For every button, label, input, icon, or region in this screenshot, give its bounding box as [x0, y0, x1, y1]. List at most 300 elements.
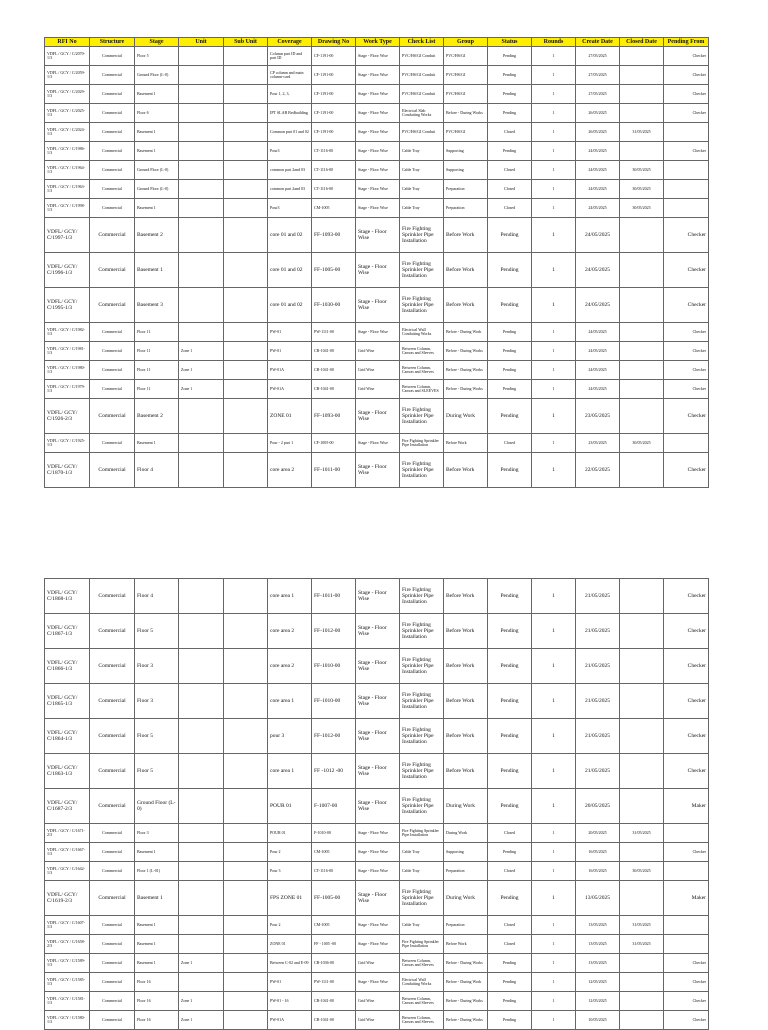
- table-cell: Stage - Floor Wise: [356, 434, 400, 453]
- table-cell: [620, 649, 664, 684]
- table-cell: [664, 916, 709, 935]
- table-cell: Grid Wise: [356, 342, 400, 361]
- table-cell: 1: [532, 1011, 576, 1030]
- table-cell: Checker: [664, 453, 709, 488]
- table-cell: [224, 342, 268, 361]
- table-cell: VDFL/ GCY/ C/1865-1/3: [45, 684, 90, 719]
- table-cell: Maker: [664, 881, 709, 916]
- table-cell: Before Work: [444, 614, 488, 649]
- table-cell: Pending: [488, 253, 532, 288]
- table-cell: Pending: [488, 843, 532, 862]
- table-cell: Pending: [488, 579, 532, 614]
- table-cell: Stage - Floor Wise: [356, 180, 400, 199]
- table-cell: FF-1012-00: [312, 719, 356, 754]
- table-cell: Floor 5: [135, 47, 179, 66]
- table-cell: Before - During Works: [444, 1011, 488, 1030]
- table-cell: [224, 123, 268, 142]
- table-cell: Commercial: [90, 916, 135, 935]
- table-cell: Stage - Floor Wise: [356, 843, 400, 862]
- table-cell: 24/05/2025: [576, 161, 620, 180]
- table-cell: Commercial: [90, 85, 135, 104]
- table-cell: [620, 881, 664, 916]
- table-cell: Cable Tray: [400, 199, 444, 218]
- table-cell: VDFL/ GCY/ C/1687-2/3: [45, 789, 90, 824]
- table-cell: VDFL / GCY / C/1998-1/3: [45, 199, 90, 218]
- table-cell: 1: [532, 47, 576, 66]
- table-cell: Floor 3: [135, 649, 179, 684]
- table-cell: Stage - Floor Wise: [356, 916, 400, 935]
- table-cell: Grid Wise: [356, 992, 400, 1011]
- table-cell: Preparation: [444, 199, 488, 218]
- table-cell: 1: [532, 199, 576, 218]
- table-cell: Checker: [664, 1011, 709, 1030]
- table-row: [45, 935, 709, 954]
- table-cell: VDFL/ GCY/ C/1868-1/3: [45, 579, 90, 614]
- table-cell: 1: [532, 104, 576, 123]
- table-cell: Pour3: [268, 199, 312, 218]
- table-row: [45, 104, 709, 123]
- table-cell: Fire Fighting Sprinkler Pipe Installation: [400, 824, 444, 843]
- table-cell: 13/05/2025: [576, 881, 620, 916]
- table-cell: Commercial: [90, 180, 135, 199]
- table-cell: IPT SLAB Bedbuilding: [268, 104, 312, 123]
- table-cell: Commercial: [90, 380, 135, 399]
- table-cell: Fire Fighting Sprinkler Pipe Installation: [400, 789, 444, 824]
- table-cell: Maker: [664, 789, 709, 824]
- table-cell: 1: [532, 342, 576, 361]
- table-cell: [224, 104, 268, 123]
- table-cell: 1: [532, 579, 576, 614]
- table-cell: Floor 11: [135, 380, 179, 399]
- table-cell: Pending: [488, 754, 532, 789]
- table-cell: [620, 104, 664, 123]
- table-row: [45, 579, 709, 614]
- table-cell: VDFL/ GCY/ C/1867-1/3: [45, 614, 90, 649]
- table-row: [45, 380, 709, 399]
- table-cell: VDFL / GCY / C/1581-1/3: [45, 992, 90, 1011]
- table-cell: Fire Fighting Sprinkler Pipe Installation: [400, 399, 444, 434]
- table-cell: [179, 47, 224, 66]
- table-cell: VDFL/ GCY/ C/1864-1/3: [45, 719, 90, 754]
- table-cell: Zone 1: [179, 954, 224, 973]
- table-cell: Commercial: [90, 935, 135, 954]
- col-header: RFI No: [45, 38, 90, 47]
- table-cell: [620, 323, 664, 342]
- table-cell: Pour 2: [268, 916, 312, 935]
- table-cell: 1: [532, 789, 576, 824]
- table-cell: Zone 1: [179, 1011, 224, 1030]
- table-cell: Cable Tray: [400, 161, 444, 180]
- table-cell: PW-1111-00: [312, 973, 356, 992]
- table-cell: 1: [532, 973, 576, 992]
- table-cell: [664, 161, 709, 180]
- table-cell: Checker: [664, 218, 709, 253]
- table-cell: Pending: [488, 684, 532, 719]
- table-cell: Between Column, Canvas and Sleeves: [400, 361, 444, 380]
- table-cell: Commercial: [90, 47, 135, 66]
- table-cell: Pending: [488, 104, 532, 123]
- table-cell: VDFL/ GCY/ C/1619-2/3: [45, 881, 90, 916]
- table-cell: 22/05/2025: [576, 453, 620, 488]
- table-cell: [179, 434, 224, 453]
- table-cell: VDFL/ GCY/ C/1866-1/3: [45, 649, 90, 684]
- table-cell: 1: [532, 380, 576, 399]
- table-row: [45, 288, 709, 323]
- table-cell: 24/05/2025: [576, 253, 620, 288]
- table-cell: 16/05/2025: [576, 862, 620, 881]
- table-cell: [620, 218, 664, 253]
- table-cell: Stage - Floor Wise: [356, 789, 400, 824]
- table-cell: Checker: [664, 754, 709, 789]
- table-cell: Pending: [488, 342, 532, 361]
- table-cell: VDFL / GCY / C/2070-1/3: [45, 47, 90, 66]
- table-cell: Stage - Floor Wise: [356, 47, 400, 66]
- table-cell: Commercial: [90, 992, 135, 1011]
- table-cell: Cable Tray: [400, 843, 444, 862]
- table-cell: 13/05/2025: [576, 935, 620, 954]
- table-cell: Commercial: [90, 361, 135, 380]
- table-cell: Pending: [488, 881, 532, 916]
- table-cell: VDFL / GCY / C/1963-1/3: [45, 180, 90, 199]
- table-cell: Stage - Floor Wise: [356, 288, 400, 323]
- table-cell: Pending: [488, 218, 532, 253]
- table-cell: Commercial: [90, 161, 135, 180]
- table-cell: Checker: [664, 342, 709, 361]
- table-cell: Commercial: [90, 399, 135, 434]
- table-cell: PW-01: [268, 323, 312, 342]
- table-cell: Before - During Works: [444, 342, 488, 361]
- table-cell: [224, 862, 268, 881]
- table-cell: ZONE 01: [268, 935, 312, 954]
- table-cell: Floor 4: [135, 579, 179, 614]
- table-cell: 21/05/2025: [576, 649, 620, 684]
- table-cell: Fire Fighting Sprinkler Pipe Installation: [400, 935, 444, 954]
- table-cell: [224, 161, 268, 180]
- table-cell: 20/05/2025: [576, 824, 620, 843]
- table-cell: 21/05/2025: [576, 754, 620, 789]
- table-cell: Before Work: [444, 935, 488, 954]
- table-cell: VDFL/ GCY/ C/1863-1/3: [45, 754, 90, 789]
- table-cell: [620, 142, 664, 161]
- table-cell: Closed: [488, 161, 532, 180]
- table-cell: FF-1011-00: [312, 453, 356, 488]
- table-cell: [620, 399, 664, 434]
- table-cell: 1: [532, 881, 576, 916]
- table-cell: VDFL / GCY / C/1658-2/3: [45, 935, 90, 954]
- table-cell: Pending: [488, 614, 532, 649]
- table-cell: Fire Fighting Sprinkler Pipe Installation: [400, 684, 444, 719]
- table-cell: Before Work: [444, 453, 488, 488]
- table-cell: Stage - Floor Wise: [356, 399, 400, 434]
- table-cell: Stage - Floor Wise: [356, 123, 400, 142]
- table-cell: FF-1005-00: [312, 253, 356, 288]
- table-cell: Before - During Works: [444, 380, 488, 399]
- rfi-table-page-2: [44, 578, 709, 1030]
- table-cell: VDFL / GCY / C/2025-1/3: [45, 104, 90, 123]
- table-cell: 1: [532, 66, 576, 85]
- table-cell: Before Work: [444, 719, 488, 754]
- table-cell: CP column and main column-card: [268, 66, 312, 85]
- table-cell: Floor 6: [135, 104, 179, 123]
- table-cell: 16/05/2025: [576, 843, 620, 862]
- table-cell: [620, 47, 664, 66]
- table-cell: [620, 253, 664, 288]
- table-row: [45, 789, 709, 824]
- table-cell: Commercial: [90, 434, 135, 453]
- table-cell: [620, 453, 664, 488]
- table-cell: [179, 614, 224, 649]
- table-cell: Basement 2: [135, 399, 179, 434]
- table-cell: [179, 399, 224, 434]
- table-cell: [179, 199, 224, 218]
- table-cell: PVC/HS/GI Conduit: [400, 123, 444, 142]
- table-cell: [179, 649, 224, 684]
- table-cell: Preparation: [444, 180, 488, 199]
- table-row: [45, 754, 709, 789]
- table-cell: [664, 862, 709, 881]
- table-cell: [224, 935, 268, 954]
- table-cell: [224, 253, 268, 288]
- table-cell: Pour 3: [268, 862, 312, 881]
- table-cell: Fire Fighting Sprinkler Pipe Installation: [400, 754, 444, 789]
- table-cell: Commercial: [90, 789, 135, 824]
- table-cell: [620, 1011, 664, 1030]
- table-cell: 1: [532, 434, 576, 453]
- table-cell: [179, 824, 224, 843]
- table-cell: [620, 973, 664, 992]
- table-cell: Pending: [488, 47, 532, 66]
- table-cell: [620, 789, 664, 824]
- table-cell: 27/05/2025: [576, 85, 620, 104]
- table-cell: [620, 719, 664, 754]
- table-cell: Checker: [664, 66, 709, 85]
- table-cell: VDFL / GCY / C/1667-1/3: [45, 843, 90, 862]
- table-cell: Commercial: [90, 649, 135, 684]
- table-cell: [224, 824, 268, 843]
- table-row: [45, 824, 709, 843]
- table-cell: [179, 180, 224, 199]
- table-cell: Basement 1: [135, 954, 179, 973]
- table-cell: 1: [532, 218, 576, 253]
- table-cell: [224, 973, 268, 992]
- table-cell: [179, 66, 224, 85]
- table-cell: PW-01A: [268, 380, 312, 399]
- table-cell: Fire Fighting Sprinkler Pipe Installation: [400, 218, 444, 253]
- table-cell: CB-1041-00: [312, 992, 356, 1011]
- table-cell: Commercial: [90, 66, 135, 85]
- table-cell: ZONE 01: [268, 399, 312, 434]
- table-cell: VDFL / GCY / C/1607-1/3: [45, 916, 90, 935]
- table-cell: Stage - Floor Wise: [356, 684, 400, 719]
- table-row: [45, 142, 709, 161]
- table-cell: [224, 649, 268, 684]
- table-cell: 24/05/2025: [576, 142, 620, 161]
- table-row: [45, 1011, 709, 1030]
- table-cell: core area 2: [268, 649, 312, 684]
- table-cell: 21/05/2025: [576, 614, 620, 649]
- table-cell: [224, 789, 268, 824]
- table-cell: Between Column, Canvas and Sleeves: [400, 992, 444, 1011]
- table-cell: 30/05/2025: [620, 199, 664, 218]
- table-cell: [179, 104, 224, 123]
- col-header: Pending From: [664, 38, 709, 47]
- table-cell: Zone 1: [179, 992, 224, 1011]
- table-cell: Basement 1: [135, 123, 179, 142]
- table-cell: Basement 3: [135, 288, 179, 323]
- table-cell: 24/05/2025: [576, 361, 620, 380]
- table-cell: Electrical Wall Conduiting Works: [400, 973, 444, 992]
- table-cell: Before - During Works: [444, 104, 488, 123]
- table-row: [45, 843, 709, 862]
- table-cell: POUR 01: [268, 789, 312, 824]
- table-cell: Basement 1: [135, 916, 179, 935]
- table-row: [45, 954, 709, 973]
- table-cell: 1: [532, 754, 576, 789]
- table-cell: 1: [532, 85, 576, 104]
- table-cell: 1: [532, 399, 576, 434]
- table-cell: [224, 288, 268, 323]
- table-cell: Stage - Floor Wise: [356, 754, 400, 789]
- table-cell: 13/05/2025: [576, 916, 620, 935]
- table-cell: Fire Fighting Sprinkler Pipe Installation: [400, 434, 444, 453]
- table-row: [45, 881, 709, 916]
- table-cell: Commercial: [90, 881, 135, 916]
- table-row: [45, 719, 709, 754]
- table-cell: Supporting: [444, 843, 488, 862]
- table-cell: PW-01: [268, 342, 312, 361]
- table-cell: Pending: [488, 380, 532, 399]
- table-cell: CF-1005-00: [312, 434, 356, 453]
- table-cell: Closed: [488, 935, 532, 954]
- table-cell: [224, 579, 268, 614]
- table-cell: CB-1041-00: [312, 342, 356, 361]
- table-cell: [179, 684, 224, 719]
- table-cell: VDFL / GCY / C/1580-1/3: [45, 1011, 90, 1030]
- table-cell: 21/05/2025: [576, 579, 620, 614]
- table-cell: Fire Fighting Sprinkler Pipe Installation: [400, 649, 444, 684]
- table-cell: 24/05/2025: [576, 199, 620, 218]
- table-cell: Before Work: [444, 684, 488, 719]
- table-cell: FPS ZONE 01: [268, 881, 312, 916]
- table-cell: Stage - Floor Wise: [356, 862, 400, 881]
- table-cell: Cable Tray: [400, 862, 444, 881]
- table-cell: 27/05/2025: [576, 66, 620, 85]
- table-cell: Stage - Floor Wise: [356, 881, 400, 916]
- table-row: [45, 399, 709, 434]
- table-cell: [179, 719, 224, 754]
- table-cell: 24/05/2025: [576, 288, 620, 323]
- table-cell: 1: [532, 142, 576, 161]
- table-cell: Stage - Floor Wise: [356, 66, 400, 85]
- table-cell: [224, 954, 268, 973]
- table-cell: FF-1010-00: [312, 684, 356, 719]
- table-cell: Checker: [664, 649, 709, 684]
- table-cell: 21/05/2025: [576, 719, 620, 754]
- table-cell: [179, 973, 224, 992]
- table-cell: Closed: [488, 180, 532, 199]
- table-cell: [224, 992, 268, 1011]
- table-cell: VDFL / GCY / C/2029-1/3: [45, 85, 90, 104]
- table-cell: VDFL / GCY / C/2059-1/3: [45, 66, 90, 85]
- table-cell: core area 2: [268, 614, 312, 649]
- table-cell: Pending: [488, 789, 532, 824]
- table-cell: core area 2: [268, 453, 312, 488]
- col-header: Status: [488, 38, 532, 47]
- table-cell: Commercial: [90, 218, 135, 253]
- table-cell: Closed: [488, 824, 532, 843]
- table-cell: Commercial: [90, 253, 135, 288]
- table-cell: [224, 323, 268, 342]
- table-cell: 24/05/2025: [576, 380, 620, 399]
- table-cell: Pending: [488, 649, 532, 684]
- table-cell: Checker: [664, 684, 709, 719]
- table-cell: PVC/HS/GI Conduit: [400, 66, 444, 85]
- table-cell: FF-1030-00: [312, 288, 356, 323]
- table-cell: Electrical Wall Conduiting Works: [400, 323, 444, 342]
- table-cell: [224, 66, 268, 85]
- table-cell: CT-1116-00: [312, 862, 356, 881]
- table-cell: [620, 843, 664, 862]
- table-cell: Between Column, Canvas and SLEEVES: [400, 380, 444, 399]
- col-header: Work Type: [356, 38, 400, 47]
- table-cell: Commercial: [90, 614, 135, 649]
- table-cell: Commercial: [90, 824, 135, 843]
- table-cell: [620, 992, 664, 1011]
- table-cell: Zone 1: [179, 361, 224, 380]
- table-cell: Basement 1: [135, 843, 179, 862]
- table-cell: Pending: [488, 85, 532, 104]
- table-cell: [224, 380, 268, 399]
- col-header: Structure: [90, 38, 135, 47]
- table-cell: Stage - Floor Wise: [356, 719, 400, 754]
- table-cell: core area 1: [268, 684, 312, 719]
- table-cell: Between Column, Canvas and Sleeves: [400, 342, 444, 361]
- table-cell: [179, 218, 224, 253]
- table-cell: 23/05/2025: [576, 434, 620, 453]
- table-cell: Checker: [664, 579, 709, 614]
- table-cell: CM-1005: [312, 199, 356, 218]
- table-cell: VDFL / GCY / C/1964-1/3: [45, 161, 90, 180]
- table-cell: Before Work: [444, 649, 488, 684]
- col-header: Check List: [400, 38, 444, 47]
- table-cell: Before Work: [444, 754, 488, 789]
- table-cell: CF-1191-00: [312, 47, 356, 66]
- table-row: [45, 434, 709, 453]
- table-cell: Commercial: [90, 719, 135, 754]
- table-cell: Checker: [664, 380, 709, 399]
- table-cell: 23/05/2025: [576, 399, 620, 434]
- table-cell: [224, 614, 268, 649]
- table-row: [45, 916, 709, 935]
- table-cell: Floor 16: [135, 973, 179, 992]
- table-row: [45, 684, 709, 719]
- table-cell: Grid Wise: [356, 954, 400, 973]
- table-cell: Common part 01 and 02: [268, 123, 312, 142]
- table-cell: PW-01: [268, 973, 312, 992]
- table-cell: CB-1041-00: [312, 1011, 356, 1030]
- table-cell: Pending: [488, 361, 532, 380]
- table-cell: Cable Tray: [400, 180, 444, 199]
- table-row: [45, 253, 709, 288]
- table-cell: FF-1012-00: [312, 614, 356, 649]
- table-cell: Electrical Slab Conduiting Works: [400, 104, 444, 123]
- table-cell: Ground Floor (L-0): [135, 180, 179, 199]
- table-cell: Stage - Floor Wise: [356, 614, 400, 649]
- table-cell: Commercial: [90, 342, 135, 361]
- table-cell: 24/05/2025: [576, 342, 620, 361]
- table-row: [45, 85, 709, 104]
- table-cell: Commercial: [90, 323, 135, 342]
